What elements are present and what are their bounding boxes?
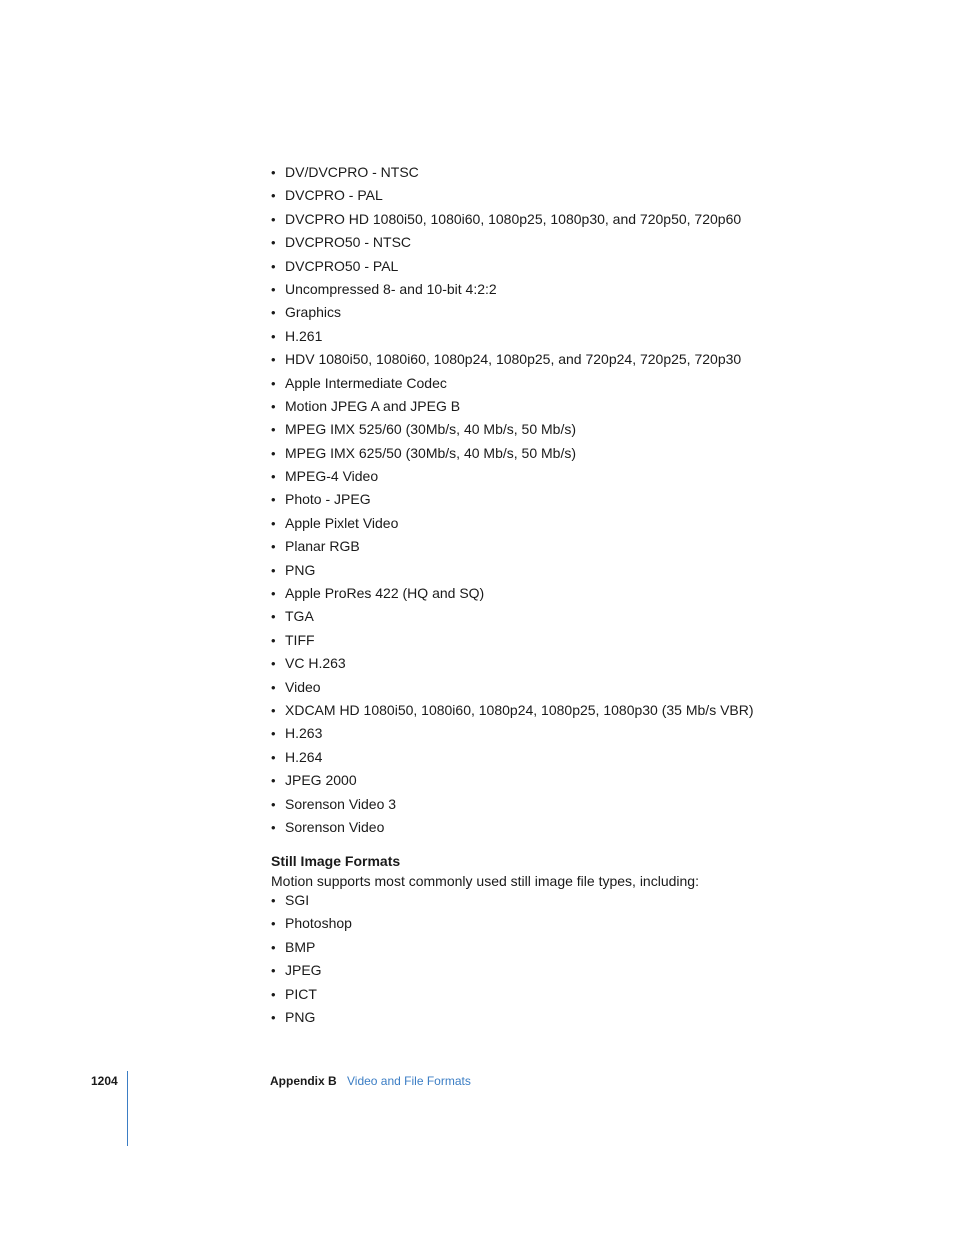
bullet-icon: • xyxy=(271,211,276,227)
bullet-icon: • xyxy=(271,165,276,180)
bullet-icon: • xyxy=(271,375,276,391)
bullet-icon: • xyxy=(271,773,276,789)
list-item-text: Sorenson Video 3 xyxy=(285,795,397,812)
list-item-text: PICT xyxy=(285,985,317,1002)
list-item-text: TIFF xyxy=(285,631,315,648)
bullet-icon: • xyxy=(271,819,276,835)
list-item-text: Apple ProRes 422 (HQ and SQ) xyxy=(285,585,485,602)
bullet-icon: • xyxy=(271,469,276,485)
list-item-text: Planar RGB xyxy=(285,538,360,555)
list-item-text: TGA xyxy=(285,608,314,625)
list-item-text: Motion JPEG A and JPEG B xyxy=(285,397,461,414)
list-item xyxy=(271,559,754,582)
list-item-text: Graphics xyxy=(285,304,342,321)
bullet-icon: • xyxy=(271,916,276,932)
list-item-text: JPEG xyxy=(285,962,322,979)
bullet-icon: • xyxy=(271,656,276,672)
list-item xyxy=(271,395,754,418)
section-intro: Motion supports most commonly used still image file types, including: xyxy=(271,873,699,889)
codec-list xyxy=(271,161,754,839)
section-heading: Still Image Formats xyxy=(271,853,401,869)
list-item-text: Apple Pixlet Video xyxy=(285,514,399,531)
list-item xyxy=(271,912,352,935)
bullet-icon: • xyxy=(271,609,276,625)
list-item xyxy=(271,184,754,207)
list-item xyxy=(271,488,754,511)
list-item-text: BMP xyxy=(285,938,316,955)
list-item-text: Photo - JPEG xyxy=(285,491,371,508)
bullet-icon: • xyxy=(271,281,276,297)
bullet-icon: • xyxy=(271,445,276,461)
list-item xyxy=(271,582,754,605)
list-item xyxy=(271,255,754,278)
list-item-text: DV/DVCPRO - NTSC xyxy=(285,164,419,180)
list-item xyxy=(271,722,754,745)
bullet-icon: • xyxy=(271,398,276,414)
bullet-icon: • xyxy=(271,893,276,908)
list-item-text: Sorenson Video xyxy=(285,818,385,835)
list-item xyxy=(271,816,754,839)
footer-appendix-label: Appendix B xyxy=(270,1074,337,1088)
bullet-icon: • xyxy=(271,679,276,695)
list-item-text: VC H.263 xyxy=(285,655,346,672)
list-item xyxy=(271,676,754,699)
list-item-text: HDV 1080i50, 1080i60, 1080p24, 1080p25, and 720p24, 720p25, 720p30 xyxy=(285,351,742,368)
list-item-text: DVCPRO50 - PAL xyxy=(285,257,399,274)
list-item xyxy=(271,746,754,769)
bullet-icon: • xyxy=(271,515,276,531)
bullet-icon: • xyxy=(271,422,276,438)
bullet-icon: • xyxy=(271,305,276,321)
list-item-text: H.261 xyxy=(285,327,323,344)
list-item-text: MPEG IMX 625/50 (30Mb/s, 40 Mb/s, 50 Mb/s) xyxy=(285,444,576,461)
list-item xyxy=(271,465,754,488)
list-item xyxy=(271,301,754,324)
list-item-text: PNG xyxy=(285,1008,316,1025)
list-item xyxy=(271,348,754,371)
bullet-icon: • xyxy=(271,586,276,602)
list-item xyxy=(271,889,352,912)
list-item-text: DVCPRO HD 1080i50, 1080i60, 1080p25, 1080p30, and 720p50, 720p60 xyxy=(285,210,742,227)
list-item xyxy=(271,936,352,959)
list-item xyxy=(271,442,754,465)
footer-chapter-title: Video and File Formats xyxy=(347,1074,471,1088)
bullet-icon: • xyxy=(271,702,276,718)
bullet-icon: • xyxy=(271,562,276,578)
list-item xyxy=(271,793,754,816)
list-item xyxy=(271,161,754,184)
bullet-icon: • xyxy=(271,235,276,251)
list-item-text: MPEG IMX 525/60 (30Mb/s, 40 Mb/s, 50 Mb/s) xyxy=(285,421,576,438)
page-number: 1204 xyxy=(91,1074,118,1088)
list-item-text: JPEG 2000 xyxy=(285,772,357,789)
list-item xyxy=(271,652,754,675)
bullet-icon: • xyxy=(271,539,276,555)
list-item xyxy=(271,208,754,231)
bullet-icon: • xyxy=(271,986,276,1002)
footer-divider xyxy=(127,1071,128,1146)
list-item-text: H.264 xyxy=(285,748,323,765)
list-item xyxy=(271,418,754,441)
list-item xyxy=(271,959,352,982)
list-item-text: DVCPRO50 - NTSC xyxy=(285,234,412,251)
list-item-text: XDCAM HD 1080i50, 1080i60, 1080p24, 1080p25, 1080p30 (35 Mb/s VBR) xyxy=(285,701,754,718)
list-item-text: MPEG-4 Video xyxy=(285,468,379,485)
list-item-text: SGI xyxy=(285,892,310,908)
bullet-icon: • xyxy=(271,328,276,344)
bullet-icon: • xyxy=(271,258,276,274)
list-item xyxy=(271,1006,352,1029)
list-item xyxy=(271,629,754,652)
bullet-icon: • xyxy=(271,492,276,508)
bullet-icon: • xyxy=(271,632,276,648)
list-item xyxy=(271,278,754,301)
bullet-icon: • xyxy=(271,352,276,368)
bullet-icon: • xyxy=(271,796,276,812)
list-item xyxy=(271,535,754,558)
list-item-text: Apple Intermediate Codec xyxy=(285,374,447,391)
list-item xyxy=(271,325,754,348)
still-format-list xyxy=(271,889,352,1029)
bullet-icon: • xyxy=(271,749,276,765)
list-item-text: Uncompressed 8- and 10-bit 4:2:2 xyxy=(285,280,497,297)
list-item xyxy=(271,231,754,254)
list-item xyxy=(271,512,754,535)
list-item xyxy=(271,699,754,722)
bullet-icon: • xyxy=(271,188,276,204)
list-item xyxy=(271,769,754,792)
list-item-text: H.263 xyxy=(285,725,323,742)
list-item xyxy=(271,605,754,628)
bullet-icon: • xyxy=(271,963,276,979)
list-item xyxy=(271,983,352,1006)
list-item-text: PNG xyxy=(285,561,316,578)
bullet-icon: • xyxy=(271,939,276,955)
list-item-text: Video xyxy=(285,678,321,695)
list-item-text: Photoshop xyxy=(285,915,352,932)
bullet-icon: • xyxy=(271,726,276,742)
list-item xyxy=(271,372,754,395)
list-item-text: DVCPRO - PAL xyxy=(285,187,383,204)
bullet-icon: • xyxy=(271,1009,276,1025)
